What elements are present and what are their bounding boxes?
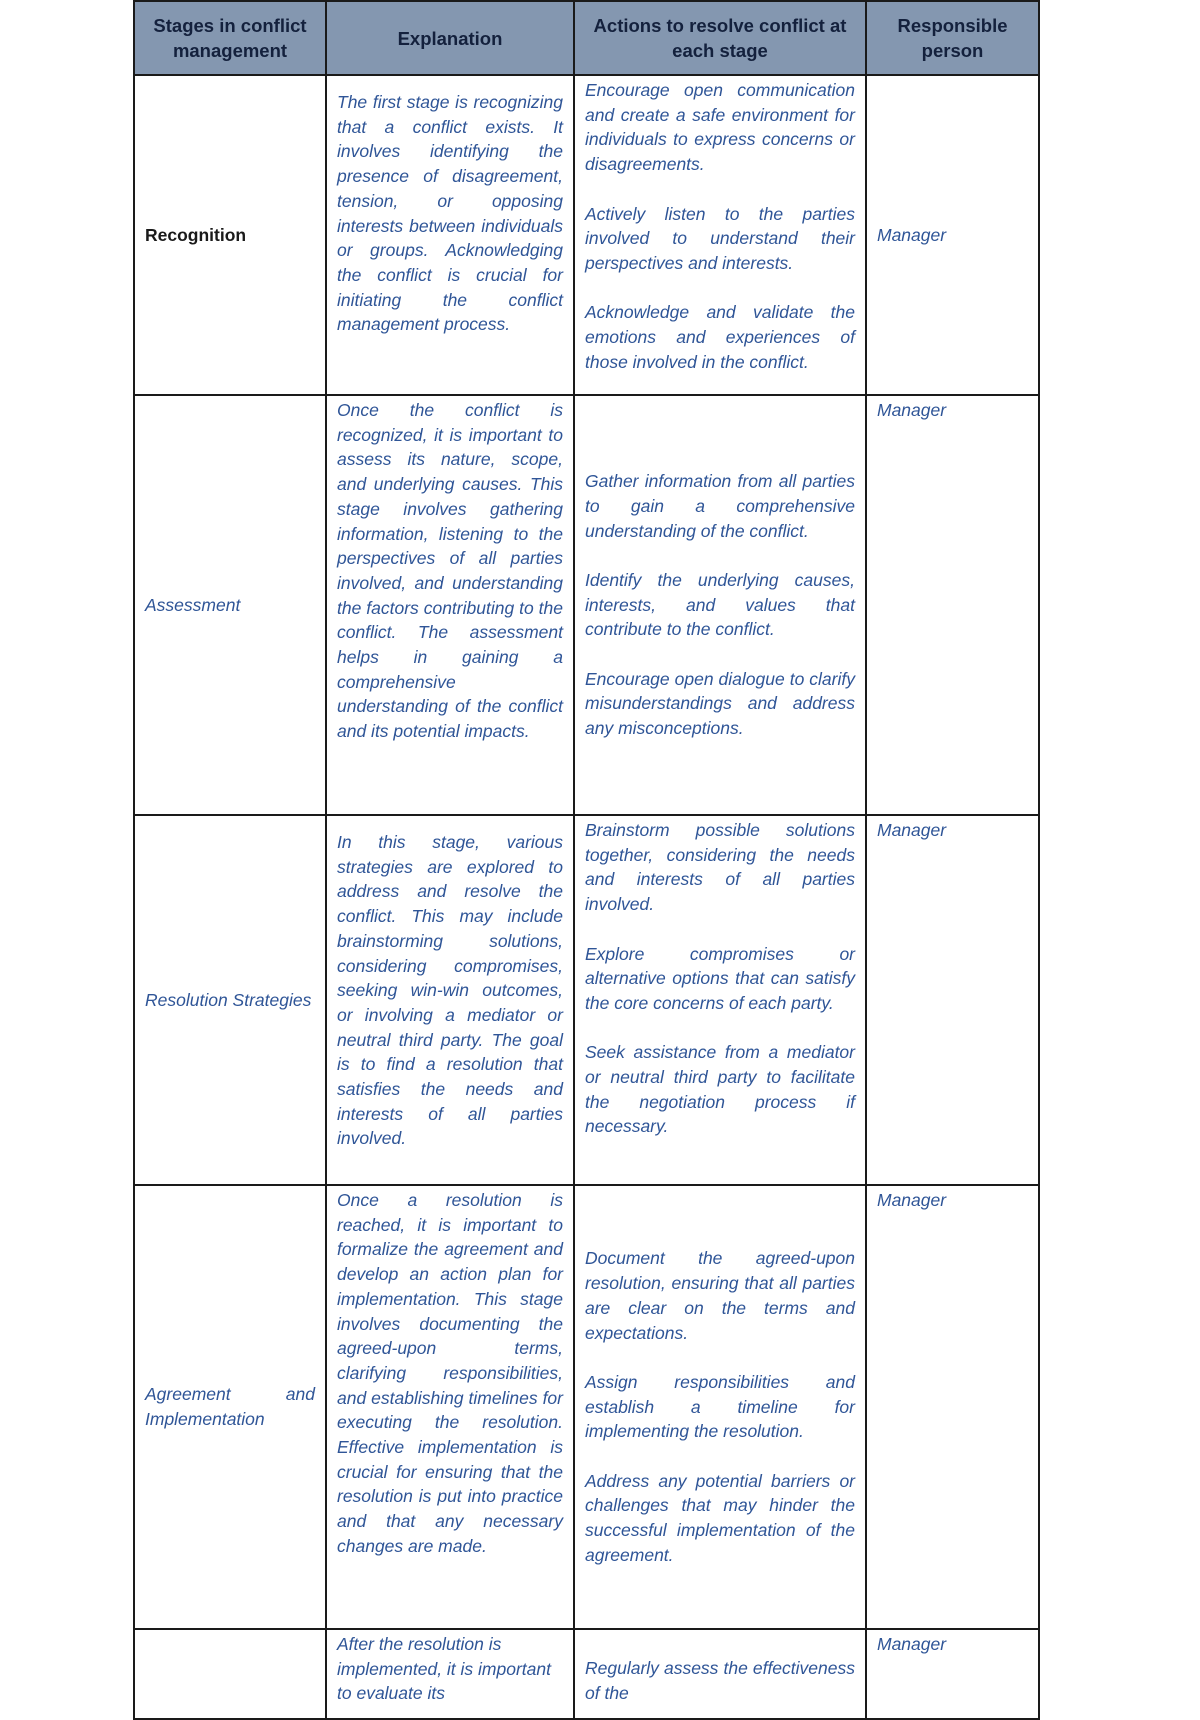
stage-label: Assessment xyxy=(145,594,241,615)
table-header-row xyxy=(134,1,1039,75)
action-item: Encourage open dialogue to clarify misunderstandings and address any misconceptions. xyxy=(585,668,855,739)
explanation-cell xyxy=(326,395,574,815)
explanation-cell xyxy=(326,815,574,1185)
action-item: Identify the underlying causes, interests, and values that contribute to the conflict. xyxy=(585,569,855,640)
table-row xyxy=(134,815,1039,1185)
stage-cell xyxy=(134,815,326,1185)
responsible-text: Manager xyxy=(877,224,947,245)
explanation-cell xyxy=(326,1629,574,1719)
action-item: Assign responsibilities and establish a timeline for implementing the resolution. xyxy=(585,1371,855,1442)
explanation-text: Once the conflict is recognized, it is important to assess its nature, scope, and underlying causes. This stage involves gathering information, listening to the perspectives of all parties involved, and understanding the factors contributing to the conflict. The assessment helps in gaining a comprehensive understanding of the conflict and its potential impacts. xyxy=(337,400,563,742)
explanation-text: In this stage, various strategies are explored to address and resolve the conflict. This may include brainstorming solutions, considering compromises, seeking win-win outcomes, or involving a mediator or neutral third party. The goal is to find a resolution that satisfies the needs and interests of all parties involved. xyxy=(337,832,563,1149)
table-row xyxy=(134,1629,1039,1719)
responsible-text: Manager xyxy=(877,1190,947,1210)
actions-cell xyxy=(574,1185,866,1629)
table-row xyxy=(134,75,1039,395)
stage-label: Resolution Strategies xyxy=(145,989,312,1010)
actions-cell xyxy=(574,395,866,815)
header-explanation: Explanation xyxy=(326,1,574,75)
header-responsible: Responsible person xyxy=(866,1,1039,75)
table-row xyxy=(134,395,1039,815)
responsible-cell xyxy=(866,1185,1039,1629)
action-item: Acknowledge and validate the emotions and experiences of those involved in the conflict. xyxy=(585,302,855,372)
header-actions: Actions to resolve conflict at each stage xyxy=(574,1,866,75)
responsible-text: Manager xyxy=(877,820,947,840)
actions-cell xyxy=(574,815,866,1185)
stage-cell xyxy=(134,1629,326,1719)
responsible-text: Manager xyxy=(877,1634,947,1654)
responsible-text: Manager xyxy=(877,400,947,420)
responsible-cell xyxy=(866,815,1039,1185)
action-item: Regularly assess the effectiveness of the xyxy=(585,1658,855,1703)
explanation-text: Once a resolution is reached, it is important to formalize the agreement and develop an action plan for implementation. This stage involves documenting the agreed-upon terms, clarifying responsibilities, and establishing timelines for executing the resolution. Effective implementation is crucial for ensuring that the resolution is put into practice and that any necessary changes are made. xyxy=(337,1190,563,1556)
action-item: Gather information from all parties to gain a comprehensive understanding of the conflict. xyxy=(585,471,855,541)
table-row xyxy=(134,1185,1039,1629)
action-item: Encourage open communication and create a safe environment for individuals to express concerns or disagreements. xyxy=(585,80,855,175)
stage-cell xyxy=(134,75,326,395)
responsible-cell xyxy=(866,395,1039,815)
explanation-cell xyxy=(326,1185,574,1629)
explanation-text: After the resolution is implemented, it is important to evaluate its xyxy=(337,1634,551,1704)
stage-label: Recognition xyxy=(145,224,247,245)
action-item: Explore compromises or alternative options that can satisfy the core concerns of each party. xyxy=(585,943,855,1013)
action-item: Brainstorm possible solutions together, considering the needs and interests of all parties involved. xyxy=(585,820,855,915)
responsible-cell xyxy=(866,1629,1039,1719)
explanation-text: The first stage is recognizing that a conflict exists. It involves identifying the presence of disagreement, tension, or opposing interests between individuals or groups. Acknowledging the conflict is crucial for initiating the conflict management process. xyxy=(337,92,563,335)
responsible-cell xyxy=(866,75,1039,395)
stage-cell xyxy=(134,395,326,815)
action-item: Address any potential barriers or challenges that may hinder the successful implementation of the agreement. xyxy=(585,1470,855,1565)
action-item: Document the agreed-upon resolution, ensuring that all parties are clear on the terms and expectations. xyxy=(585,1248,855,1343)
stage-cell xyxy=(134,1185,326,1629)
actions-cell xyxy=(574,1629,866,1719)
conflict-management-table xyxy=(133,0,1040,1720)
stage-label: Agreement and Implementation xyxy=(145,1384,315,1429)
header-stages: Stages in conflict management xyxy=(134,1,326,75)
action-item: Actively listen to the parties involved to understand their perspectives and interests. xyxy=(585,203,855,273)
actions-cell xyxy=(574,75,866,395)
explanation-cell xyxy=(326,75,574,395)
action-item: Seek assistance from a mediator or neutral third party to facilitate the negotiation process if necessary. xyxy=(585,1042,855,1137)
